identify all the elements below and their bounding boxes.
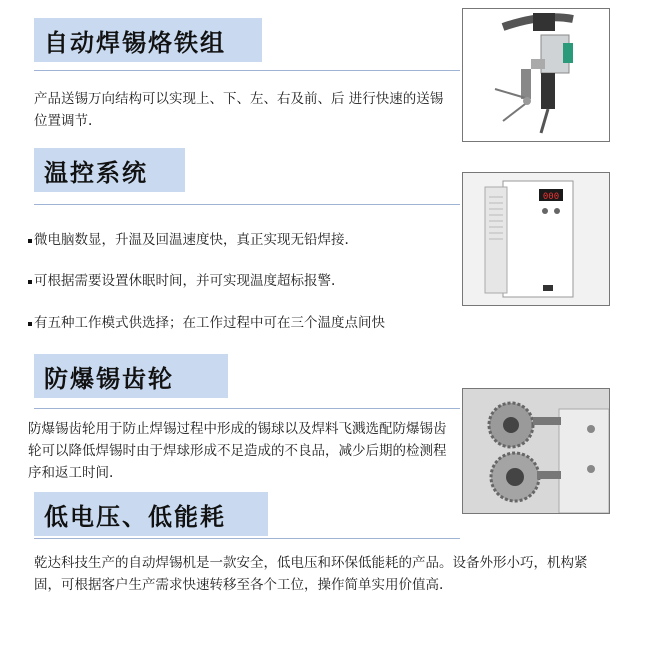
section-divider [34, 408, 460, 409]
bullet-dot [28, 239, 32, 243]
bullet-item: 微电脑数显，升温及回温速度快，真正实现无铅焊接. [28, 230, 349, 250]
bullet-item: 有五种工作模式供选择；在工作过程中可在三个温度点间快 [28, 313, 385, 333]
section-title-anti-splash-gear: 防爆锡齿轮 [34, 354, 228, 398]
anti-splash-gear-image [462, 388, 610, 514]
bullet-item: 可根据需要设置休眠时间，并可实现温度超标报警. [28, 271, 335, 291]
bullet-dot [28, 280, 32, 284]
soldering-iron-icon [463, 9, 609, 141]
section-divider [34, 70, 460, 71]
section-divider [34, 538, 460, 539]
section-divider [34, 204, 460, 205]
section-title-temperature-control: 温控系统 [34, 148, 185, 192]
controller-box-icon [463, 173, 609, 305]
temperature-controller-image [462, 172, 610, 306]
section-title-soldering-iron: 自动焊锡烙铁组 [34, 18, 262, 62]
section-body-soldering-iron: 产品送锡万向结构可以实现上、下、左、右及前、后 进行快速的送锡位置调节. [34, 91, 444, 129]
section-body-anti-splash-gear: 防爆锡齿轮用于防止焊锡过程中形成的锡球以及焊料飞溅选配防爆锡齿轮可以降低焊锡时由于焊球形成不足造成的不良品，减少后期的检测程序和返工时间. [28, 421, 447, 481]
section-title-low-voltage: 低电压、低能耗 [34, 492, 268, 536]
gear-icon [463, 389, 609, 513]
section-body-low-voltage: 乾达科技生产的自动焊锡机是一款安全，低电压和环保低能耗的产品。设备外形小巧，机构紧固，可根据客户生产需求快速转移至各个工位，操作简单实用价值高. [34, 555, 588, 593]
svg-text:000: 000 [542, 192, 560, 202]
bullet-dot [28, 322, 32, 326]
soldering-iron-image [462, 8, 610, 142]
